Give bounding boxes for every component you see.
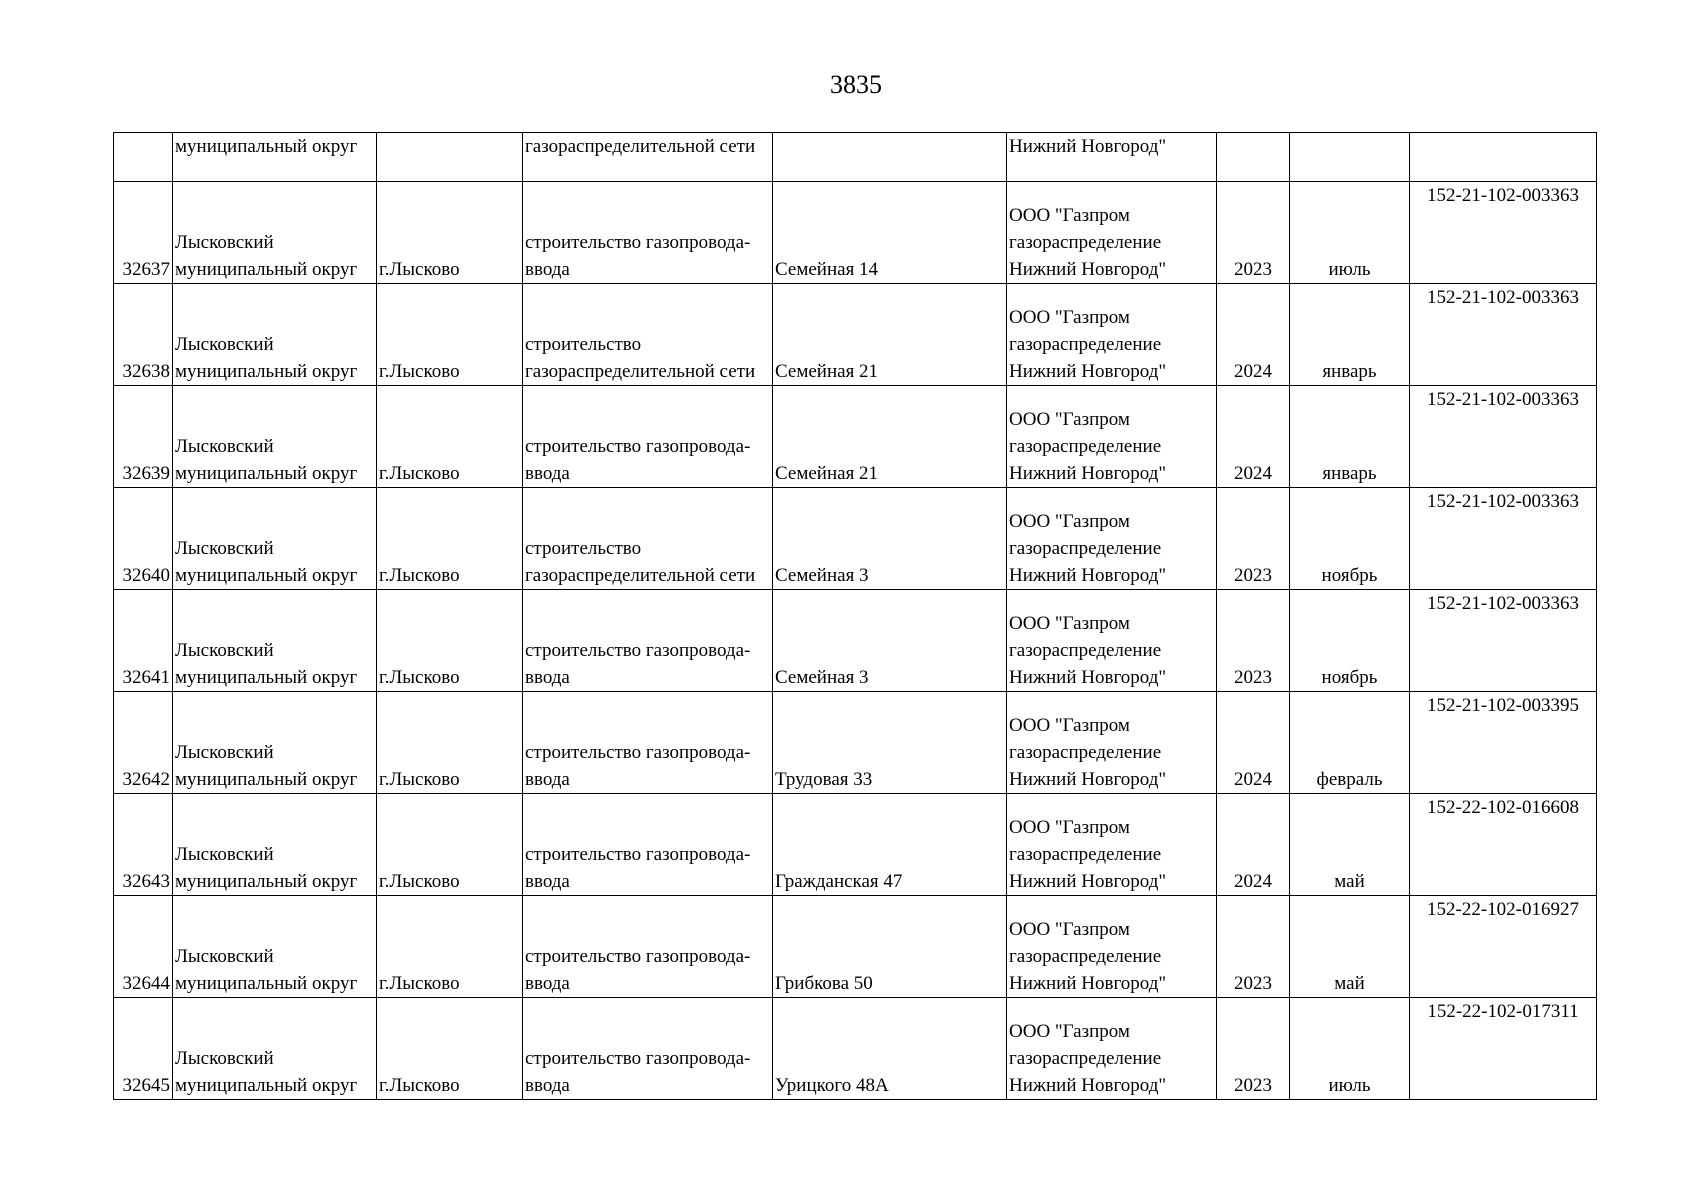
cell-work-line: ввода	[525, 259, 570, 280]
cell-num: 32644	[114, 896, 173, 998]
cell-town: г.Лысково	[377, 692, 523, 794]
cell-num: 32641	[114, 590, 173, 692]
cell-org-line: ООО "Газпром	[1009, 1021, 1130, 1042]
cell-work	[523, 488, 773, 590]
cell-address: Семейная 14	[773, 182, 1007, 284]
cell-work-line: строительство газопровода-	[525, 640, 751, 661]
cell-town: г.Лысково	[377, 488, 523, 590]
cell-work	[523, 386, 773, 488]
cell-district	[173, 998, 377, 1100]
cell-org-line: газораспределение	[1009, 436, 1162, 457]
cell-district-line: муниципальный округ	[175, 769, 358, 790]
cell-code: 152-21-102-003363	[1410, 386, 1597, 488]
cell-district	[173, 896, 377, 998]
cell-work-line: ввода	[525, 1075, 570, 1096]
table-body	[114, 133, 1597, 1100]
cell-org	[1007, 998, 1217, 1100]
cell-address: Семейная 21	[773, 386, 1007, 488]
cell-org-line: ООО "Газпром	[1009, 715, 1130, 736]
cell-district-line: Лысковский	[175, 232, 274, 253]
cell-work	[523, 794, 773, 896]
page-number: 3835	[830, 70, 882, 99]
cell-org-line: газораспределение	[1009, 538, 1162, 559]
cell-org-line: Нижний Новгород"	[1009, 463, 1167, 484]
cell-org	[1007, 386, 1217, 488]
cell-address: Семейная 3	[773, 590, 1007, 692]
cell-code	[1410, 133, 1597, 182]
cell-work-line: ввода	[525, 463, 570, 484]
cell-year: 2024	[1217, 284, 1290, 386]
cell-district-line: муниципальный округ	[175, 565, 358, 586]
cell-town: г.Лысково	[377, 386, 523, 488]
cell-month: май	[1290, 794, 1410, 896]
cell-work	[523, 998, 773, 1100]
cell-address: Семейная 21	[773, 284, 1007, 386]
cell-district-line: муниципальный округ	[175, 871, 358, 892]
cell-district	[173, 182, 377, 284]
cell-district	[173, 284, 377, 386]
cell-work	[523, 284, 773, 386]
cell-year: 2023	[1217, 998, 1290, 1100]
table-row	[114, 386, 1597, 488]
cell-code: 152-22-102-016608	[1410, 794, 1597, 896]
cell-year: 2023	[1217, 590, 1290, 692]
cell-work-line: строительство газопровода-	[525, 844, 751, 865]
cell-work-line: строительство газопровода-	[525, 1048, 751, 1069]
table-row	[114, 284, 1597, 386]
cell-org-line: Нижний Новгород"	[1009, 973, 1167, 994]
cell-code: 152-21-102-003363	[1410, 590, 1597, 692]
table-row	[114, 692, 1597, 794]
cell-district-line: муниципальный округ	[175, 1075, 358, 1096]
cell-org-line: газораспределение	[1009, 742, 1162, 763]
cell-work: газораспределительной сети	[523, 133, 773, 182]
cell-district-line: Лысковский	[175, 742, 274, 763]
cell-num: 32640	[114, 488, 173, 590]
cell-district	[173, 488, 377, 590]
cell-org-line: Нижний Новгород"	[1009, 871, 1167, 892]
cell-district-line: Лысковский	[175, 844, 274, 865]
cell-org	[1007, 590, 1217, 692]
cell-work-line: строительство газопровода-	[525, 742, 751, 763]
cell-district	[173, 692, 377, 794]
cell-district-line: муниципальный округ	[175, 361, 358, 382]
cell-num: 32639	[114, 386, 173, 488]
cell-work	[523, 896, 773, 998]
cell-work-line: ввода	[525, 769, 570, 790]
cell-org	[1007, 182, 1217, 284]
cell-district: муниципальный округ	[173, 133, 377, 182]
table-row	[114, 488, 1597, 590]
cell-org-line: ООО "Газпром	[1009, 409, 1130, 430]
cell-org: Нижний Новгород"	[1007, 133, 1217, 182]
cell-district	[173, 794, 377, 896]
cell-org	[1007, 488, 1217, 590]
cell-org-line: ООО "Газпром	[1009, 613, 1130, 634]
cell-month: ноябрь	[1290, 488, 1410, 590]
cell-org-line: газораспределение	[1009, 640, 1162, 661]
cell-year: 2024	[1217, 692, 1290, 794]
cell-address: Гражданская 47	[773, 794, 1007, 896]
cell-org-line: Нижний Новгород"	[1009, 361, 1167, 382]
cell-work-line: строительство газопровода-	[525, 946, 751, 967]
cell-code: 152-21-102-003363	[1410, 488, 1597, 590]
cell-district-line: Лысковский	[175, 436, 274, 457]
cell-town: г.Лысково	[377, 182, 523, 284]
cell-org	[1007, 692, 1217, 794]
cell-address: Трудовая 33	[773, 692, 1007, 794]
cell-month: май	[1290, 896, 1410, 998]
cell-num: 32645	[114, 998, 173, 1100]
cell-town: г.Лысково	[377, 794, 523, 896]
cell-month: июль	[1290, 998, 1410, 1100]
cell-district-line: муниципальный округ	[175, 259, 358, 280]
cell-town: г.Лысково	[377, 284, 523, 386]
cell-town: г.Лысково	[377, 590, 523, 692]
cell-work-line: ввода	[525, 871, 570, 892]
cell-org	[1007, 896, 1217, 998]
cell-org-line: Нижний Новгород"	[1009, 769, 1167, 790]
cell-code: 152-22-102-016927	[1410, 896, 1597, 998]
cell-district-line: Лысковский	[175, 1048, 274, 1069]
cell-num: 32642	[114, 692, 173, 794]
cell-work-line: газораспределительной сети	[525, 565, 756, 586]
cell-org-line: Нижний Новгород"	[1009, 565, 1167, 586]
cell-work-line: ввода	[525, 973, 570, 994]
cell-work-line: строительство	[525, 538, 642, 559]
cell-org-line: газораспределение	[1009, 1048, 1162, 1069]
cell-work-line: газораспределительной сети	[525, 361, 756, 382]
table-row	[114, 794, 1597, 896]
cell-org-line: Нижний Новгород"	[1009, 1075, 1167, 1096]
cell-district	[173, 386, 377, 488]
registry-table	[113, 132, 1597, 1100]
cell-org-line: ООО "Газпром	[1009, 307, 1130, 328]
cell-month: июль	[1290, 182, 1410, 284]
cell-org-line: газораспределение	[1009, 844, 1162, 865]
cell-town	[377, 133, 523, 182]
cell-num: 32638	[114, 284, 173, 386]
cell-org-line: ООО "Газпром	[1009, 511, 1130, 532]
cell-year: 2024	[1217, 386, 1290, 488]
cell-org-line: ООО "Газпром	[1009, 817, 1130, 838]
table-row	[114, 590, 1597, 692]
cell-month: февраль	[1290, 692, 1410, 794]
table-row	[114, 998, 1597, 1100]
cell-code: 152-21-102-003363	[1410, 182, 1597, 284]
cell-code: 152-21-102-003395	[1410, 692, 1597, 794]
cell-org	[1007, 794, 1217, 896]
cell-org-line: ООО "Газпром	[1009, 205, 1130, 226]
cell-work-line: строительство газопровода-	[525, 436, 751, 457]
table-row	[114, 182, 1597, 284]
continuation-row	[114, 133, 1597, 182]
cell-code: 152-21-102-003363	[1410, 284, 1597, 386]
cell-district-line: Лысковский	[175, 640, 274, 661]
cell-address: Грибкова 50	[773, 896, 1007, 998]
cell-district-line: муниципальный округ	[175, 973, 358, 994]
cell-work	[523, 590, 773, 692]
cell-district	[173, 590, 377, 692]
cell-district-line: Лысковский	[175, 946, 274, 967]
cell-org-line: Нижний Новгород"	[1009, 667, 1167, 688]
cell-month: ноябрь	[1290, 590, 1410, 692]
cell-code: 152-22-102-017311	[1410, 998, 1597, 1100]
cell-town: г.Лысково	[377, 896, 523, 998]
cell-work	[523, 692, 773, 794]
cell-org	[1007, 284, 1217, 386]
cell-num: 32643	[114, 794, 173, 896]
cell-month: январь	[1290, 386, 1410, 488]
cell-district-line: муниципальный округ	[175, 667, 358, 688]
cell-org-line: ООО "Газпром	[1009, 919, 1130, 940]
cell-org-line: газораспределение	[1009, 334, 1162, 355]
cell-year: 2024	[1217, 794, 1290, 896]
cell-district-line: муниципальный округ	[175, 463, 358, 484]
cell-work	[523, 182, 773, 284]
cell-month: январь	[1290, 284, 1410, 386]
cell-num: 32637	[114, 182, 173, 284]
cell-district-line: Лысковский	[175, 334, 274, 355]
cell-org-line: Нижний Новгород"	[1009, 259, 1167, 280]
cell-town: г.Лысково	[377, 998, 523, 1100]
cell-address: Семейная 3	[773, 488, 1007, 590]
cell-address: Урицкого 48А	[773, 998, 1007, 1100]
cell-month	[1290, 133, 1410, 182]
cell-work-line: строительство	[525, 334, 642, 355]
cell-num	[114, 133, 173, 182]
cell-year: 2023	[1217, 488, 1290, 590]
cell-work-line: строительство газопровода-	[525, 232, 751, 253]
cell-district-line: Лысковский	[175, 538, 274, 559]
cell-year: 2023	[1217, 896, 1290, 998]
cell-year	[1217, 133, 1290, 182]
cell-work-line: ввода	[525, 667, 570, 688]
cell-org-line: газораспределение	[1009, 232, 1162, 253]
table-row	[114, 896, 1597, 998]
cell-year: 2023	[1217, 182, 1290, 284]
cell-address	[773, 133, 1007, 182]
cell-org-line: газораспределение	[1009, 946, 1162, 967]
